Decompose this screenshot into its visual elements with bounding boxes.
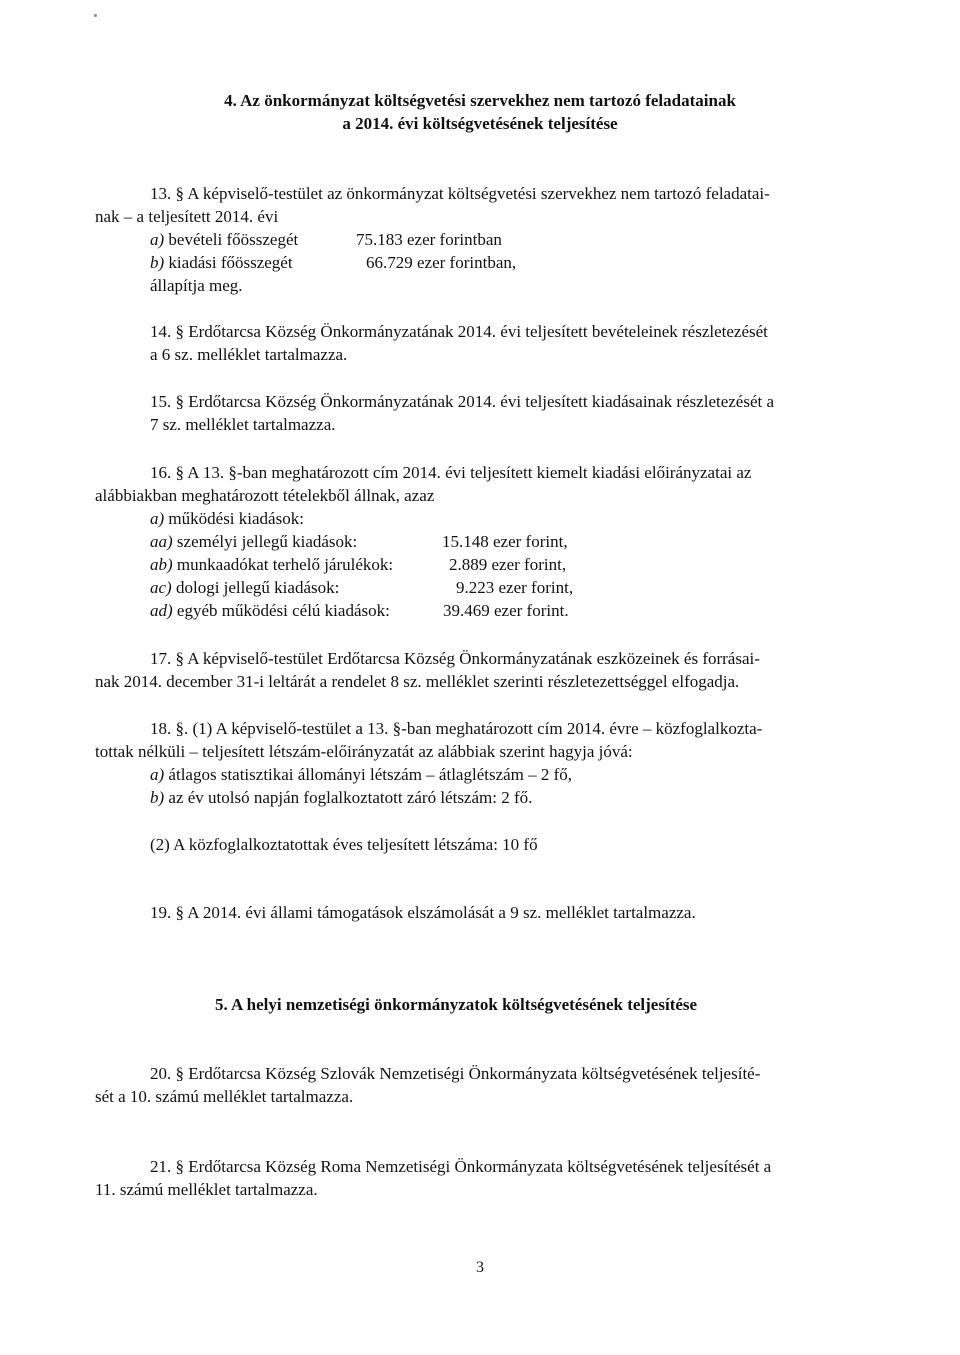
paragraph-19: 19. § A 2014. évi állami támogatások elszámolását a 9 sz. melléklet tartalmazza.	[150, 903, 696, 922]
paragraph-14-line2: a 6 sz. melléklet tartalmazza.	[150, 345, 348, 364]
item-mark: b)	[150, 788, 165, 807]
item-mark: ac)	[150, 578, 172, 597]
paragraph-14-line1: 14. § Erdőtarcsa Község Önkormányzatának 2014. évi teljesített bevételeinek részletezését	[150, 322, 768, 341]
item-value: 39.469 ezer forint.	[443, 601, 569, 620]
list-item	[150, 554, 393, 576]
paragraph-21-line2: 11. számú melléklet tartalmazza.	[95, 1180, 318, 1199]
item-value: 15.148 ezer forint,	[442, 532, 568, 551]
paragraph-13-line2: nak – a teljesített 2014. évi	[95, 207, 279, 226]
paragraph-16-line1: 16. § A 13. §-ban meghatározott cím 2014. évi teljesített kiemelt kiadási előirányzatai az	[150, 463, 752, 482]
item-mark: b)	[150, 253, 165, 272]
item-label: egyéb működési célú kiadások:	[176, 601, 390, 620]
paragraph-13-item-b	[150, 252, 293, 274]
item-label: működési kiadások:	[168, 509, 304, 528]
paragraph-18-item-b	[150, 787, 532, 809]
paragraph-21-line1: 21. § Erdőtarcsa Község Roma Nemzetiségi Önkormányzata költségvetésének teljesítését a	[150, 1157, 772, 1176]
item-label: kiadási főösszegét	[168, 253, 293, 272]
list-item	[150, 577, 339, 599]
paragraph-16-item-a	[150, 508, 304, 530]
paragraph-16-line2: alábbiakban meghatározott tételekből állnak, azaz	[95, 486, 435, 505]
item-value: 2.889 ezer forint,	[449, 555, 567, 574]
item-label: bevételi főösszegét	[168, 230, 299, 249]
paragraph-13-item-a-value: 75.183 ezer forintban	[356, 230, 502, 249]
paragraph-18-subsection-2: (2) A közfoglalkoztatottak éves teljesített létszáma: 10 fő	[150, 835, 538, 854]
list-item	[150, 600, 390, 622]
item-mark: a)	[150, 509, 165, 528]
item-label: dologi jellegű kiadások:	[175, 578, 340, 597]
item-mark: a)	[150, 230, 165, 249]
paragraph-13-item-a	[150, 229, 298, 251]
item-text: átlagos statisztikai állományi létszám – átlaglétszám – 2 fő,	[168, 765, 573, 784]
paragraph-15-line2: 7 sz. melléklet tartalmazza.	[150, 415, 336, 434]
item-mark: ad)	[150, 601, 173, 620]
paragraph-15-line1: 15. § Erdőtarcsa Község Önkormányzatának 2014. évi teljesített kiadásainak részletezését a	[150, 392, 775, 411]
paragraph-18-item-a	[150, 764, 572, 786]
page-number: 3	[476, 1259, 484, 1276]
paragraph-13-item-b-value: 66.729 ezer forintban,	[366, 253, 517, 272]
list-item	[150, 531, 357, 553]
paragraph-18-line2: tottak nélküli – teljesített létszám-előirányzatát az alábbiak szerint hagyja jóvá:	[95, 742, 633, 761]
paragraph-17-line1: 17. § A képviselő-testület Erdőtarcsa Község Önkormányzatának eszközeinek és forrásai-	[150, 649, 760, 668]
paragraph-18-line1: 18. §. (1) A képviselő-testület a 13. §-ban meghatározott cím 2014. évre – közfoglalkozta-	[150, 719, 763, 738]
item-text: az év utolsó napján foglalkoztatott záró létszám: 2 fő.	[168, 788, 533, 807]
item-label: munkaadókat terhelő járulékok:	[176, 555, 394, 574]
section-heading-4: 4. Az önkormányzat költségvetési szervekhez nem tartozó feladatainak	[224, 91, 736, 110]
paragraph-13-end: állapítja meg.	[150, 276, 243, 295]
scan-speck	[94, 14, 97, 17]
paragraph-20-line2: sét a 10. számú melléklet tartalmazza.	[95, 1087, 354, 1106]
paragraph-17-line2: nak 2014. december 31-i leltárát a rendelet 8 sz. melléklet szerinti részletezettséggel elfogadja.	[95, 672, 740, 691]
section-heading-5: 5. A helyi nemzetiségi önkormányzatok költségvetésének teljesítése	[215, 995, 698, 1014]
item-value: 9.223 ezer forint,	[456, 578, 574, 597]
item-label: személyi jellegű kiadások:	[176, 532, 358, 551]
item-mark: ab)	[150, 555, 173, 574]
paragraph-13-line1: 13. § A képviselő-testület az önkormányzat költségvetési szervekhez nem tartozó feladatai-	[150, 184, 770, 203]
item-mark: aa)	[150, 532, 173, 551]
paragraph-20-line1: 20. § Erdőtarcsa Község Szlovák Nemzetiségi Önkormányzata költségvetésének teljesíté-	[150, 1064, 761, 1083]
item-mark: a)	[150, 765, 165, 784]
section-heading-4-cont: a 2014. évi költségvetésének teljesítése	[342, 114, 618, 133]
